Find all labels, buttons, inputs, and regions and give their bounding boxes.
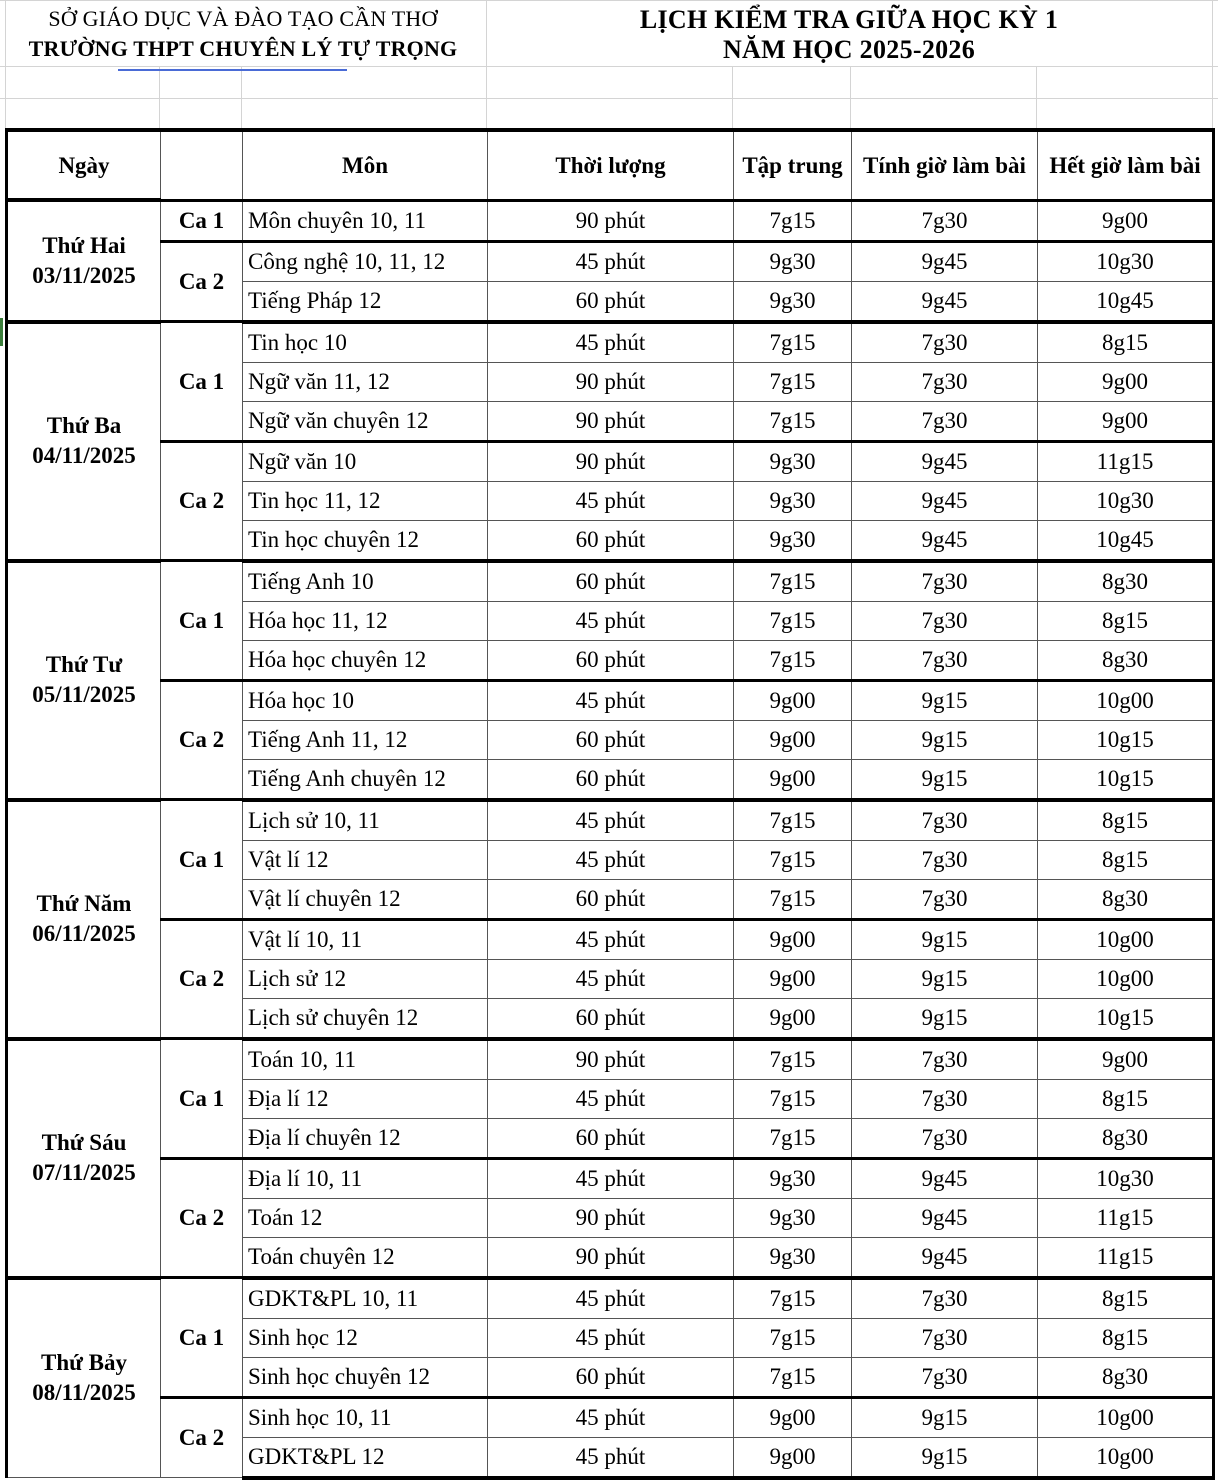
gather-time-cell: 7g15 bbox=[734, 800, 852, 841]
col-header-start: Tính giờ làm bài bbox=[852, 130, 1038, 200]
day-cell bbox=[7, 561, 161, 800]
end-time-cell: 10g00 bbox=[1038, 680, 1214, 720]
subject-cell: Ngữ văn 11, 12 bbox=[243, 362, 488, 401]
gather-time-cell: 9g00 bbox=[734, 720, 852, 759]
table-row bbox=[7, 919, 1214, 959]
duration-cell: 45 phút bbox=[488, 241, 734, 281]
day-cell bbox=[7, 1039, 161, 1278]
table-header-row bbox=[7, 130, 1214, 200]
table-row bbox=[7, 1158, 1214, 1198]
end-time-cell: 10g00 bbox=[1038, 1397, 1214, 1437]
subject-cell: Sinh học chuyên 12 bbox=[243, 1357, 488, 1397]
subject-cell: Toán 12 bbox=[243, 1198, 488, 1237]
day-cell bbox=[7, 1278, 161, 1478]
row-selection-marker bbox=[0, 318, 3, 346]
exam-schedule-table bbox=[5, 128, 1215, 1480]
col-header-duration: Thời lượng bbox=[488, 130, 734, 200]
end-time-cell: 8g15 bbox=[1038, 1278, 1214, 1319]
school-name: TRƯỜNG THPT CHUYÊN LÝ TỰ TRỌNG bbox=[28, 36, 458, 61]
shift-cell: Ca 2 bbox=[161, 241, 243, 322]
day-weekday: Thứ Ba bbox=[46, 413, 122, 438]
subject-cell: Ngữ văn chuyên 12 bbox=[243, 401, 488, 441]
col-header-day: Ngày bbox=[7, 130, 161, 200]
duration-cell: 60 phút bbox=[488, 640, 734, 680]
shift-cell: Ca 1 bbox=[161, 322, 243, 442]
schedule-body bbox=[7, 200, 1214, 1478]
subject-cell: Vật lí 10, 11 bbox=[243, 919, 488, 959]
col-header-shift bbox=[161, 130, 243, 200]
subject-cell: Ngữ văn 10 bbox=[243, 441, 488, 481]
table-row bbox=[7, 241, 1214, 281]
duration-cell: 60 phút bbox=[488, 281, 734, 322]
table-row bbox=[7, 1278, 1214, 1319]
subject-cell: Vật lí 12 bbox=[243, 840, 488, 879]
gather-time-cell: 9g30 bbox=[734, 1237, 852, 1278]
duration-cell: 90 phút bbox=[488, 401, 734, 441]
end-time-cell: 10g30 bbox=[1038, 481, 1214, 520]
duration-cell: 45 phút bbox=[488, 840, 734, 879]
end-time-cell: 9g00 bbox=[1038, 362, 1214, 401]
duration-cell: 60 phút bbox=[488, 998, 734, 1039]
start-time-cell: 7g30 bbox=[852, 561, 1038, 602]
duration-cell: 90 phút bbox=[488, 200, 734, 241]
start-time-cell: 9g45 bbox=[852, 1237, 1038, 1278]
day-weekday: Thứ Tư bbox=[45, 652, 123, 677]
duration-cell: 90 phút bbox=[488, 441, 734, 481]
end-time-cell: 10g00 bbox=[1038, 959, 1214, 998]
day-cell bbox=[7, 322, 161, 561]
gather-time-cell: 9g30 bbox=[734, 1158, 852, 1198]
duration-cell: 60 phút bbox=[488, 520, 734, 561]
start-time-cell: 7g30 bbox=[852, 1079, 1038, 1118]
table-row bbox=[7, 800, 1214, 841]
end-time-cell: 8g15 bbox=[1038, 800, 1214, 841]
end-time-cell: 10g15 bbox=[1038, 720, 1214, 759]
duration-cell: 45 phút bbox=[488, 1397, 734, 1437]
gather-time-cell: 7g15 bbox=[734, 1079, 852, 1118]
school-underline bbox=[118, 69, 347, 71]
shift-cell: Ca 1 bbox=[161, 800, 243, 920]
table-row bbox=[7, 322, 1214, 363]
subject-cell: Hóa học 11, 12 bbox=[243, 601, 488, 640]
gather-time-cell: 7g15 bbox=[734, 1318, 852, 1357]
start-time-cell: 9g15 bbox=[852, 919, 1038, 959]
table-row bbox=[7, 441, 1214, 481]
subject-cell: Tiếng Anh 10 bbox=[243, 561, 488, 602]
gather-time-cell: 9g00 bbox=[734, 919, 852, 959]
end-time-cell: 8g15 bbox=[1038, 601, 1214, 640]
subject-cell: Tin học 11, 12 bbox=[243, 481, 488, 520]
start-time-cell: 9g15 bbox=[852, 680, 1038, 720]
subject-cell: Lịch sử chuyên 12 bbox=[243, 998, 488, 1039]
table-row bbox=[7, 1397, 1214, 1437]
shift-cell: Ca 2 bbox=[161, 680, 243, 800]
start-time-cell: 7g30 bbox=[852, 840, 1038, 879]
gather-time-cell: 9g00 bbox=[734, 759, 852, 800]
end-time-cell: 10g45 bbox=[1038, 281, 1214, 322]
day-date: 05/11/2025 bbox=[32, 682, 136, 707]
end-time-cell: 10g15 bbox=[1038, 759, 1214, 800]
subject-cell: Địa lí 12 bbox=[243, 1079, 488, 1118]
shift-cell: Ca 2 bbox=[161, 441, 243, 561]
start-time-cell: 9g45 bbox=[852, 481, 1038, 520]
end-time-cell: 10g30 bbox=[1038, 1158, 1214, 1198]
duration-cell: 60 phút bbox=[488, 561, 734, 602]
end-time-cell: 8g15 bbox=[1038, 1079, 1214, 1118]
start-time-cell: 9g45 bbox=[852, 520, 1038, 561]
gather-time-cell: 9g00 bbox=[734, 1437, 852, 1478]
end-time-cell: 11g15 bbox=[1038, 441, 1214, 481]
start-time-cell: 7g30 bbox=[852, 401, 1038, 441]
start-time-cell: 7g30 bbox=[852, 1118, 1038, 1158]
duration-cell: 45 phút bbox=[488, 322, 734, 363]
gather-time-cell: 7g15 bbox=[734, 840, 852, 879]
gather-time-cell: 9g30 bbox=[734, 281, 852, 322]
end-time-cell: 10g30 bbox=[1038, 241, 1214, 281]
end-time-cell: 9g00 bbox=[1038, 200, 1214, 241]
gather-time-cell: 9g30 bbox=[734, 241, 852, 281]
duration-cell: 45 phút bbox=[488, 1158, 734, 1198]
start-time-cell: 7g30 bbox=[852, 640, 1038, 680]
duration-cell: 90 phút bbox=[488, 362, 734, 401]
gather-time-cell: 7g15 bbox=[734, 879, 852, 919]
table-row bbox=[7, 561, 1214, 602]
duration-cell: 60 phút bbox=[488, 1357, 734, 1397]
duration-cell: 60 phút bbox=[488, 879, 734, 919]
start-time-cell: 7g30 bbox=[852, 1318, 1038, 1357]
duration-cell: 45 phút bbox=[488, 800, 734, 841]
duration-cell: 45 phút bbox=[488, 1079, 734, 1118]
start-time-cell: 9g15 bbox=[852, 1397, 1038, 1437]
subject-cell: Tin học chuyên 12 bbox=[243, 520, 488, 561]
document-title: LỊCH KIỂM TRA GIỮA HỌC KỲ 1 bbox=[639, 5, 1059, 34]
duration-cell: 45 phút bbox=[488, 680, 734, 720]
duration-cell: 45 phút bbox=[488, 481, 734, 520]
start-time-cell: 7g30 bbox=[852, 200, 1038, 241]
start-time-cell: 7g30 bbox=[852, 800, 1038, 841]
start-time-cell: 9g45 bbox=[852, 281, 1038, 322]
col-header-subject: Môn bbox=[243, 130, 488, 200]
start-time-cell: 7g30 bbox=[852, 1357, 1038, 1397]
duration-cell: 90 phút bbox=[488, 1198, 734, 1237]
duration-cell: 90 phút bbox=[488, 1237, 734, 1278]
gather-time-cell: 7g15 bbox=[734, 1118, 852, 1158]
end-time-cell: 8g30 bbox=[1038, 561, 1214, 602]
day-weekday: Thứ Năm bbox=[36, 891, 132, 916]
subject-cell: Tiếng Anh 11, 12 bbox=[243, 720, 488, 759]
gather-time-cell: 9g00 bbox=[734, 1397, 852, 1437]
end-time-cell: 8g30 bbox=[1038, 1118, 1214, 1158]
end-time-cell: 8g30 bbox=[1038, 879, 1214, 919]
table-row bbox=[7, 680, 1214, 720]
start-time-cell: 9g45 bbox=[852, 441, 1038, 481]
gather-time-cell: 9g30 bbox=[734, 481, 852, 520]
gather-time-cell: 7g15 bbox=[734, 322, 852, 363]
start-time-cell: 9g15 bbox=[852, 1437, 1038, 1478]
school-year: NĂM HỌC 2025-2026 bbox=[722, 35, 976, 64]
gather-time-cell: 9g00 bbox=[734, 998, 852, 1039]
duration-cell: 45 phút bbox=[488, 919, 734, 959]
subject-cell: Toán 10, 11 bbox=[243, 1039, 488, 1080]
gather-time-cell: 7g15 bbox=[734, 561, 852, 602]
shift-cell: Ca 2 bbox=[161, 919, 243, 1039]
subject-cell: Tin học 10 bbox=[243, 322, 488, 363]
start-time-cell: 9g45 bbox=[852, 1198, 1038, 1237]
day-weekday: Thứ Sáu bbox=[41, 1130, 127, 1155]
end-time-cell: 10g00 bbox=[1038, 919, 1214, 959]
shift-cell: Ca 1 bbox=[161, 1278, 243, 1398]
table-row bbox=[7, 200, 1214, 241]
duration-cell: 45 phút bbox=[488, 1318, 734, 1357]
day-cell bbox=[7, 800, 161, 1039]
subject-cell: GDKT&PL 10, 11 bbox=[243, 1278, 488, 1319]
day-date: 03/11/2025 bbox=[32, 262, 136, 288]
subject-cell: Lịch sử 12 bbox=[243, 959, 488, 998]
subject-cell: Sinh học 10, 11 bbox=[243, 1397, 488, 1437]
start-time-cell: 7g30 bbox=[852, 1278, 1038, 1319]
gather-time-cell: 7g15 bbox=[734, 200, 852, 241]
subject-cell: Hóa học 10 bbox=[243, 680, 488, 720]
end-time-cell: 11g15 bbox=[1038, 1237, 1214, 1278]
start-time-cell: 7g30 bbox=[852, 601, 1038, 640]
end-time-cell: 8g15 bbox=[1038, 322, 1214, 363]
shift-cell: Ca 1 bbox=[161, 200, 243, 241]
duration-cell: 45 phút bbox=[488, 601, 734, 640]
start-time-cell: 9g45 bbox=[852, 241, 1038, 281]
duration-cell: 60 phút bbox=[488, 759, 734, 800]
end-time-cell: 8g15 bbox=[1038, 840, 1214, 879]
subject-cell: Tiếng Anh chuyên 12 bbox=[243, 759, 488, 800]
subject-cell: Công nghệ 10, 11, 12 bbox=[243, 241, 488, 281]
day-date: 04/11/2025 bbox=[32, 443, 136, 468]
end-time-cell: 9g00 bbox=[1038, 1039, 1214, 1080]
start-time-cell: 9g15 bbox=[852, 759, 1038, 800]
start-time-cell: 9g45 bbox=[852, 1158, 1038, 1198]
duration-cell: 45 phút bbox=[488, 959, 734, 998]
duration-cell: 45 phút bbox=[488, 1278, 734, 1319]
shift-cell: Ca 2 bbox=[161, 1397, 243, 1478]
shift-cell: Ca 1 bbox=[161, 1039, 243, 1159]
day-cell bbox=[7, 200, 161, 322]
subject-cell: Môn chuyên 10, 11 bbox=[243, 200, 488, 241]
day-weekday: Thứ Bảy bbox=[40, 1350, 128, 1376]
department-name: SỞ GIÁO DỤC VÀ ĐÀO TẠO CẦN THƠ bbox=[48, 6, 438, 31]
day-weekday: Thứ Hai bbox=[42, 232, 126, 258]
subject-cell: Toán chuyên 12 bbox=[243, 1237, 488, 1278]
gather-time-cell: 7g15 bbox=[734, 401, 852, 441]
col-header-end: Hết giờ làm bài bbox=[1038, 130, 1214, 200]
start-time-cell: 9g15 bbox=[852, 959, 1038, 998]
start-time-cell: 7g30 bbox=[852, 322, 1038, 363]
gather-time-cell: 9g00 bbox=[734, 680, 852, 720]
end-time-cell: 8g30 bbox=[1038, 1357, 1214, 1397]
shift-cell: Ca 1 bbox=[161, 561, 243, 681]
duration-cell: 60 phút bbox=[488, 720, 734, 759]
subject-cell: Địa lí chuyên 12 bbox=[243, 1118, 488, 1158]
start-time-cell: 7g30 bbox=[852, 879, 1038, 919]
subject-cell: Vật lí chuyên 12 bbox=[243, 879, 488, 919]
shift-cell: Ca 2 bbox=[161, 1158, 243, 1278]
gather-time-cell: 9g30 bbox=[734, 520, 852, 561]
start-time-cell: 7g30 bbox=[852, 1039, 1038, 1080]
gather-time-cell: 7g15 bbox=[734, 601, 852, 640]
gather-time-cell: 7g15 bbox=[734, 362, 852, 401]
start-time-cell: 7g30 bbox=[852, 362, 1038, 401]
gather-time-cell: 7g15 bbox=[734, 1039, 852, 1080]
gather-time-cell: 7g15 bbox=[734, 640, 852, 680]
subject-cell: Lịch sử 10, 11 bbox=[243, 800, 488, 841]
table-row bbox=[7, 1039, 1214, 1080]
subject-cell: Địa lí 10, 11 bbox=[243, 1158, 488, 1198]
subject-cell: Sinh học 12 bbox=[243, 1318, 488, 1357]
duration-cell: 90 phút bbox=[488, 1039, 734, 1080]
gather-time-cell: 7g15 bbox=[734, 1357, 852, 1397]
subject-cell: Tiếng Pháp 12 bbox=[243, 281, 488, 322]
end-time-cell: 8g30 bbox=[1038, 640, 1214, 680]
duration-cell: 60 phút bbox=[488, 1118, 734, 1158]
subject-cell: Hóa học chuyên 12 bbox=[243, 640, 488, 680]
gather-time-cell: 9g30 bbox=[734, 1198, 852, 1237]
end-time-cell: 11g15 bbox=[1038, 1198, 1214, 1237]
col-header-gather: Tập trung bbox=[734, 130, 852, 200]
gather-time-cell: 9g00 bbox=[734, 959, 852, 998]
start-time-cell: 9g15 bbox=[852, 720, 1038, 759]
start-time-cell: 9g15 bbox=[852, 998, 1038, 1039]
gather-time-cell: 9g30 bbox=[734, 441, 852, 481]
end-time-cell: 9g00 bbox=[1038, 401, 1214, 441]
day-date: 06/11/2025 bbox=[32, 921, 136, 946]
day-date: 08/11/2025 bbox=[32, 1380, 136, 1406]
end-time-cell: 8g15 bbox=[1038, 1318, 1214, 1357]
end-time-cell: 10g00 bbox=[1038, 1437, 1214, 1478]
day-date: 07/11/2025 bbox=[32, 1160, 136, 1185]
end-time-cell: 10g15 bbox=[1038, 998, 1214, 1039]
subject-cell: GDKT&PL 12 bbox=[243, 1437, 488, 1478]
duration-cell: 45 phút bbox=[488, 1437, 734, 1478]
end-time-cell: 10g45 bbox=[1038, 520, 1214, 561]
gather-time-cell: 7g15 bbox=[734, 1278, 852, 1319]
